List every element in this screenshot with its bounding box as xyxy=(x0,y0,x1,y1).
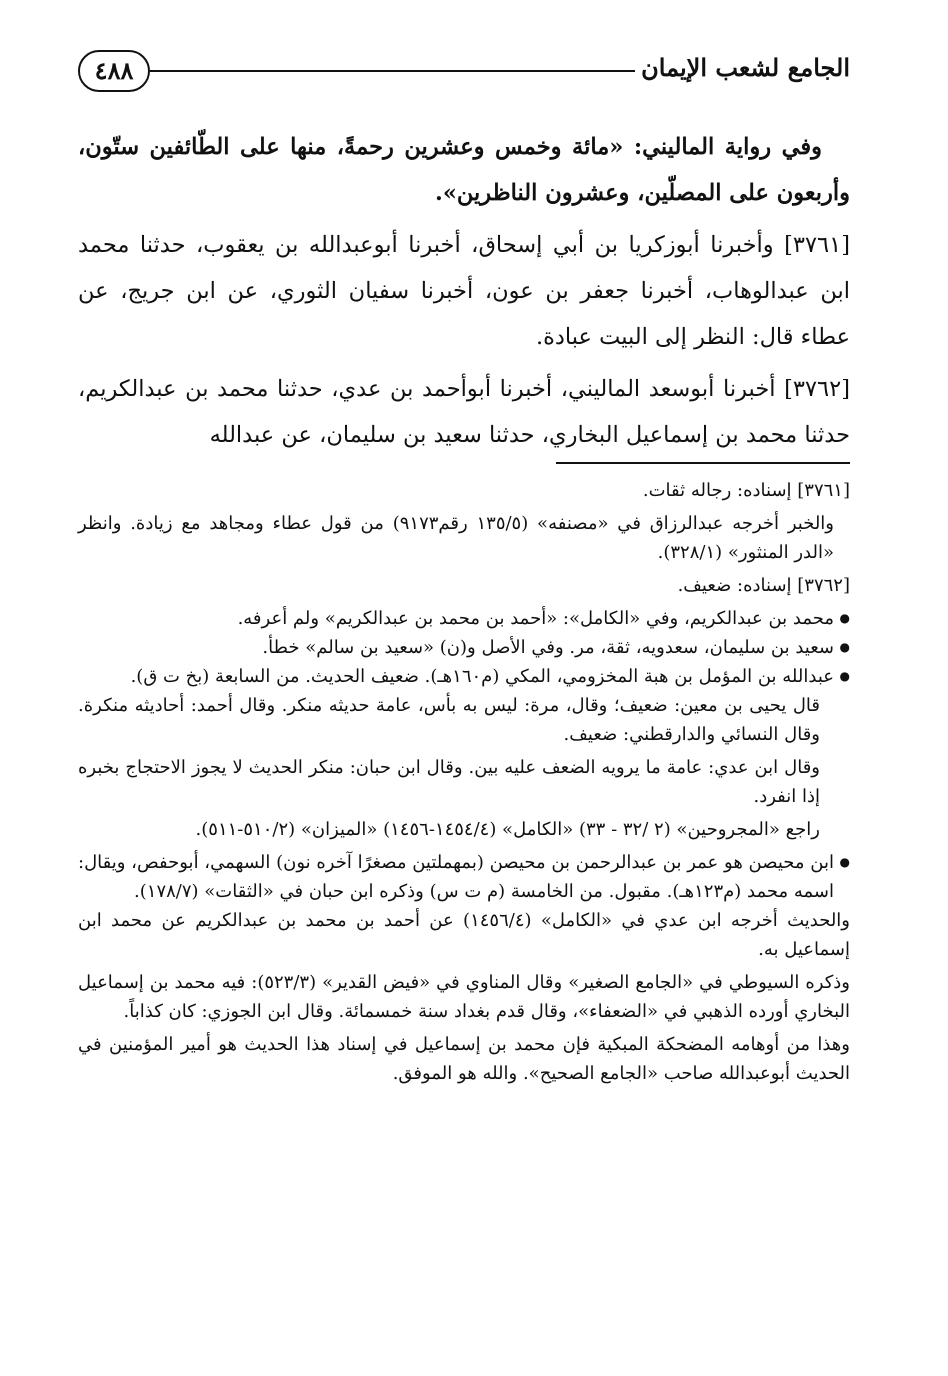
footnote-3761-takhrij: والخبر أخرجه عبدالرزاق في «مصنفه» (١٣٥/٥ رقم٩١٧٣) من قول عطاء ومجاهد مع زيادة. وانظر «الدر المنثور» (٣٢٨/١). xyxy=(78,513,834,563)
footnote-separator xyxy=(556,462,850,464)
book-title: الجامع لشعب الإيمان xyxy=(641,53,850,82)
page-number: ٤٨٨ xyxy=(78,50,150,92)
narrator-reference: راجع «المجروحين» (٢ /٣٢ - ٣٣) «الكامل» (١٤٥٤/٤-١٤٥٦) «الميزان» (٥١٠/٢-٥١١). xyxy=(195,819,820,840)
main-text xyxy=(78,124,850,464)
footnote-3761-head: [٣٧٦١] إسناده: رجاله ثقات. xyxy=(642,480,850,501)
page-header xyxy=(78,50,850,100)
narrator-list xyxy=(78,848,850,906)
footnotes xyxy=(78,476,850,1092)
hadith-3761: [٣٧٦١] وأخبرنا أبوزكريا بن أبي إسحاق، أخبرنا أبوعبدالله بن يعقوب، حدثنا محمد ابن عبدالوهاب، أخبرنا جعفر بن عون، أخبرنا سفيان الثوري، عن ابن جريج، عن عطاء قال: النظر إلى البيت عبادة. xyxy=(78,232,850,350)
footnote-3762-head: [٣٧٦٢] إسناده: ضعيف. xyxy=(677,575,850,596)
narrator-comment: قال يحيى بن معين: ضعيف؛ وقال، مرة: ليس به بأس، عامة حديثه منكر. وقال أحمد: أحاديثه منكرة. وقال النسائي والدارقطني: ضعيف. xyxy=(78,695,820,745)
narrator-item: ● سعيد بن سليمان، سعدويه، ثقة، مر. وفي الأصل و(ن) «سعيد بن سالم» خطأ. xyxy=(78,633,850,662)
footnote-takhrij: والحديث أخرجه ابن عدي في «الكامل» (١٤٥٦/٤) عن أحمد بن محمد بن عبدالكريم عن محمد ابن إسماعيل به. xyxy=(78,910,851,960)
narrator-list xyxy=(78,604,850,691)
paragraph-riwaya: وفي رواية الماليني: «مائة وخمس وعشرين رحمةً، منها على الطّائفين ستّون، وأربعون على المصلّين، وعشرون الناظرين». xyxy=(78,134,850,206)
hadith-3762: [٣٧٦٢] أخبرنا أبوسعد الماليني، أخبرنا أبوأحمد بن عدي، حدثنا محمد بن عبدالكريم، حدثنا محمد بن إسماعيل البخاري، حدثنا سعيد بن سليمان، عن عبدالله xyxy=(78,376,850,448)
footnote-comment: وذكره السيوطي في «الجامع الصغير» وقال المناوي في «فيض القدير» (٥٢٣/٣): فيه محمد بن إسماعيل البخاري أورده الذهبي في «الضعفاء»، وقال قدم بغداد سنة خمسمائة. وقال ابن الجوزي: كان كذاباً. xyxy=(78,972,850,1022)
footnote-conclusion: وهذا من أوهامه المضحكة المبكية فإن محمد بن إسماعيل في إسناد هذا الحديث هو أمير المؤمنين في الحديث أبوعبدالله صاحب «الجامع الصحيح». والله هو الموفق. xyxy=(78,1034,850,1084)
header-rule xyxy=(150,70,635,72)
narrator-item: ● محمد بن عبدالكريم، وفي «الكامل»: «أحمد بن محمد بن عبدالكريم» ولم أعرفه. xyxy=(78,604,850,633)
narrator-item: ● عبدالله بن المؤمل بن هبة المخزومي، المكي (م١٦٠هـ). ضعيف الحديث. من السابعة (بخ ت ق). xyxy=(78,662,850,691)
narrator-comment: وقال ابن عدي: عامة ما يرويه الضعف عليه بين. وقال ابن حبان: منكر الحديث لا يجوز الاحتجاج بخبره إذا انفرد. xyxy=(78,757,820,807)
narrator-item: ● ابن محيصن هو عمر بن عبدالرحمن بن محيصن (بمهملتين مصغرًا آخره نون) السهمي، أبوحفص، ويقال: اسمه محمد (م١٢٣هـ). مقبول. من الخامسة (م ت س) وذكره ابن حبان في «الثقات» (١٧٨/٧). xyxy=(78,848,850,906)
